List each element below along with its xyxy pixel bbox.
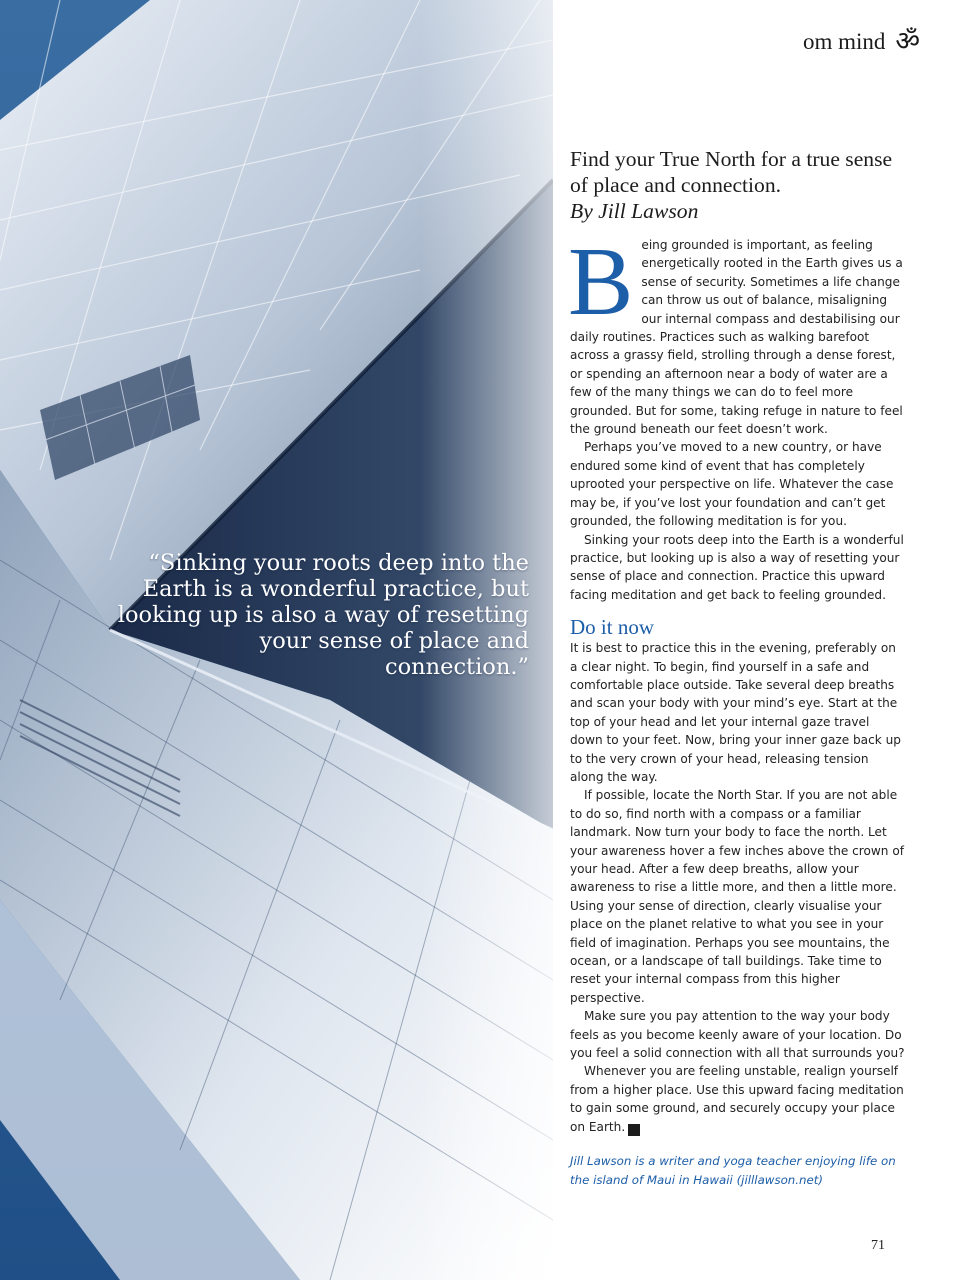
closing-paragraph [570,1062,905,1136]
om-end-mark-icon: ॐ [628,1124,640,1136]
paragraph: Sinking your roots deep into the Earth is a wonderful practice, but looking up is also a way of resetting your sense of place and connection. Practice this upward facing meditation and get back to feeling grounded. [570,532,904,602]
article-headline [570,146,905,224]
drop-cap: B [568,228,634,336]
intro-text: eing grounded is important, as feeling energetically rooted in the Earth gives us a sense of security. Sometimes a life change can throw us out of balance, misaligning our internal compass and destabilising our daily routines. Practices such as walking barefoot across a grassy field, strolling through a dense forest, or spending an afternoon near a body of water are a few of the many things we can do to feel more grounded. But for some, taking refuge in nature to feel the ground beneath our feet doesn’t work. [570,238,903,437]
author-bio: Jill Lawson is a writer and yoga teacher enjoying life on the island of Maui in Hawaii (jilllawson.net) [570,1154,896,1187]
paragraph: Make sure you pay attention to the way your body feels as you become keenly aware of your location. Do you feel a solid connection with all that surrounds you? [570,1009,905,1061]
om-icon: ॐ [895,26,920,57]
section-header [803,28,920,55]
article-body [568,228,905,1189]
paragraph: If possible, locate the North Star. If you are not able to do so, find north with a compass or a familiar landmark. Now turn your body to face the north. Let your awareness hover a few inches above the crown of your head. After a few deep breaths, allow your awareness to rise a little more, and then a little more. Using your sense of direction, clearly visualise your place on the planet relative to what you see in your field of imagination. Perhaps you see mountains, the ocean, or a landscape of tall buildings. Take time to reset your internal compass from this higher perspective. [570,788,904,1005]
paragraph: Perhaps you’ve moved to a new country, or have endured some kind of event that has completely uprooted your perspective on life. Whatever the case may be, if you’ve lost your foundation and can’t get grounded, the following meditation is for you. [570,440,894,529]
article-title: Find your True North for a true sense of place and connection. [570,147,893,197]
page-number: 71 [871,1238,885,1253]
pull-quote: “Sinking your roots deep into the Earth is a wonderful practice, but looking up is also a way of resetting your sense of place and connection.” [117,550,529,680]
intro-paragraph [568,228,905,438]
closing-text: Whenever you are feeling unstable, realign yourself from a higher place. Use this upward facing meditation to gain some ground, and securely occupy your place on Earth. [570,1064,904,1134]
subhead: Do it now [570,615,654,640]
article-column [568,0,920,1280]
paragraph: It is best to practice this in the evening, preferably on a clear night. To begin, find yourself in a safe and comfortable place outside. Take several deep breaths and scan your body with your mind’s eye. Start at the top of your head and let your internal gaze travel down to your feet. Now, bring your inner gaze back up to the very crown of your head, releasing tension along the way. [570,641,901,784]
article-byline: By Jill Lawson [570,199,699,223]
section-name: om mind [802,28,886,54]
